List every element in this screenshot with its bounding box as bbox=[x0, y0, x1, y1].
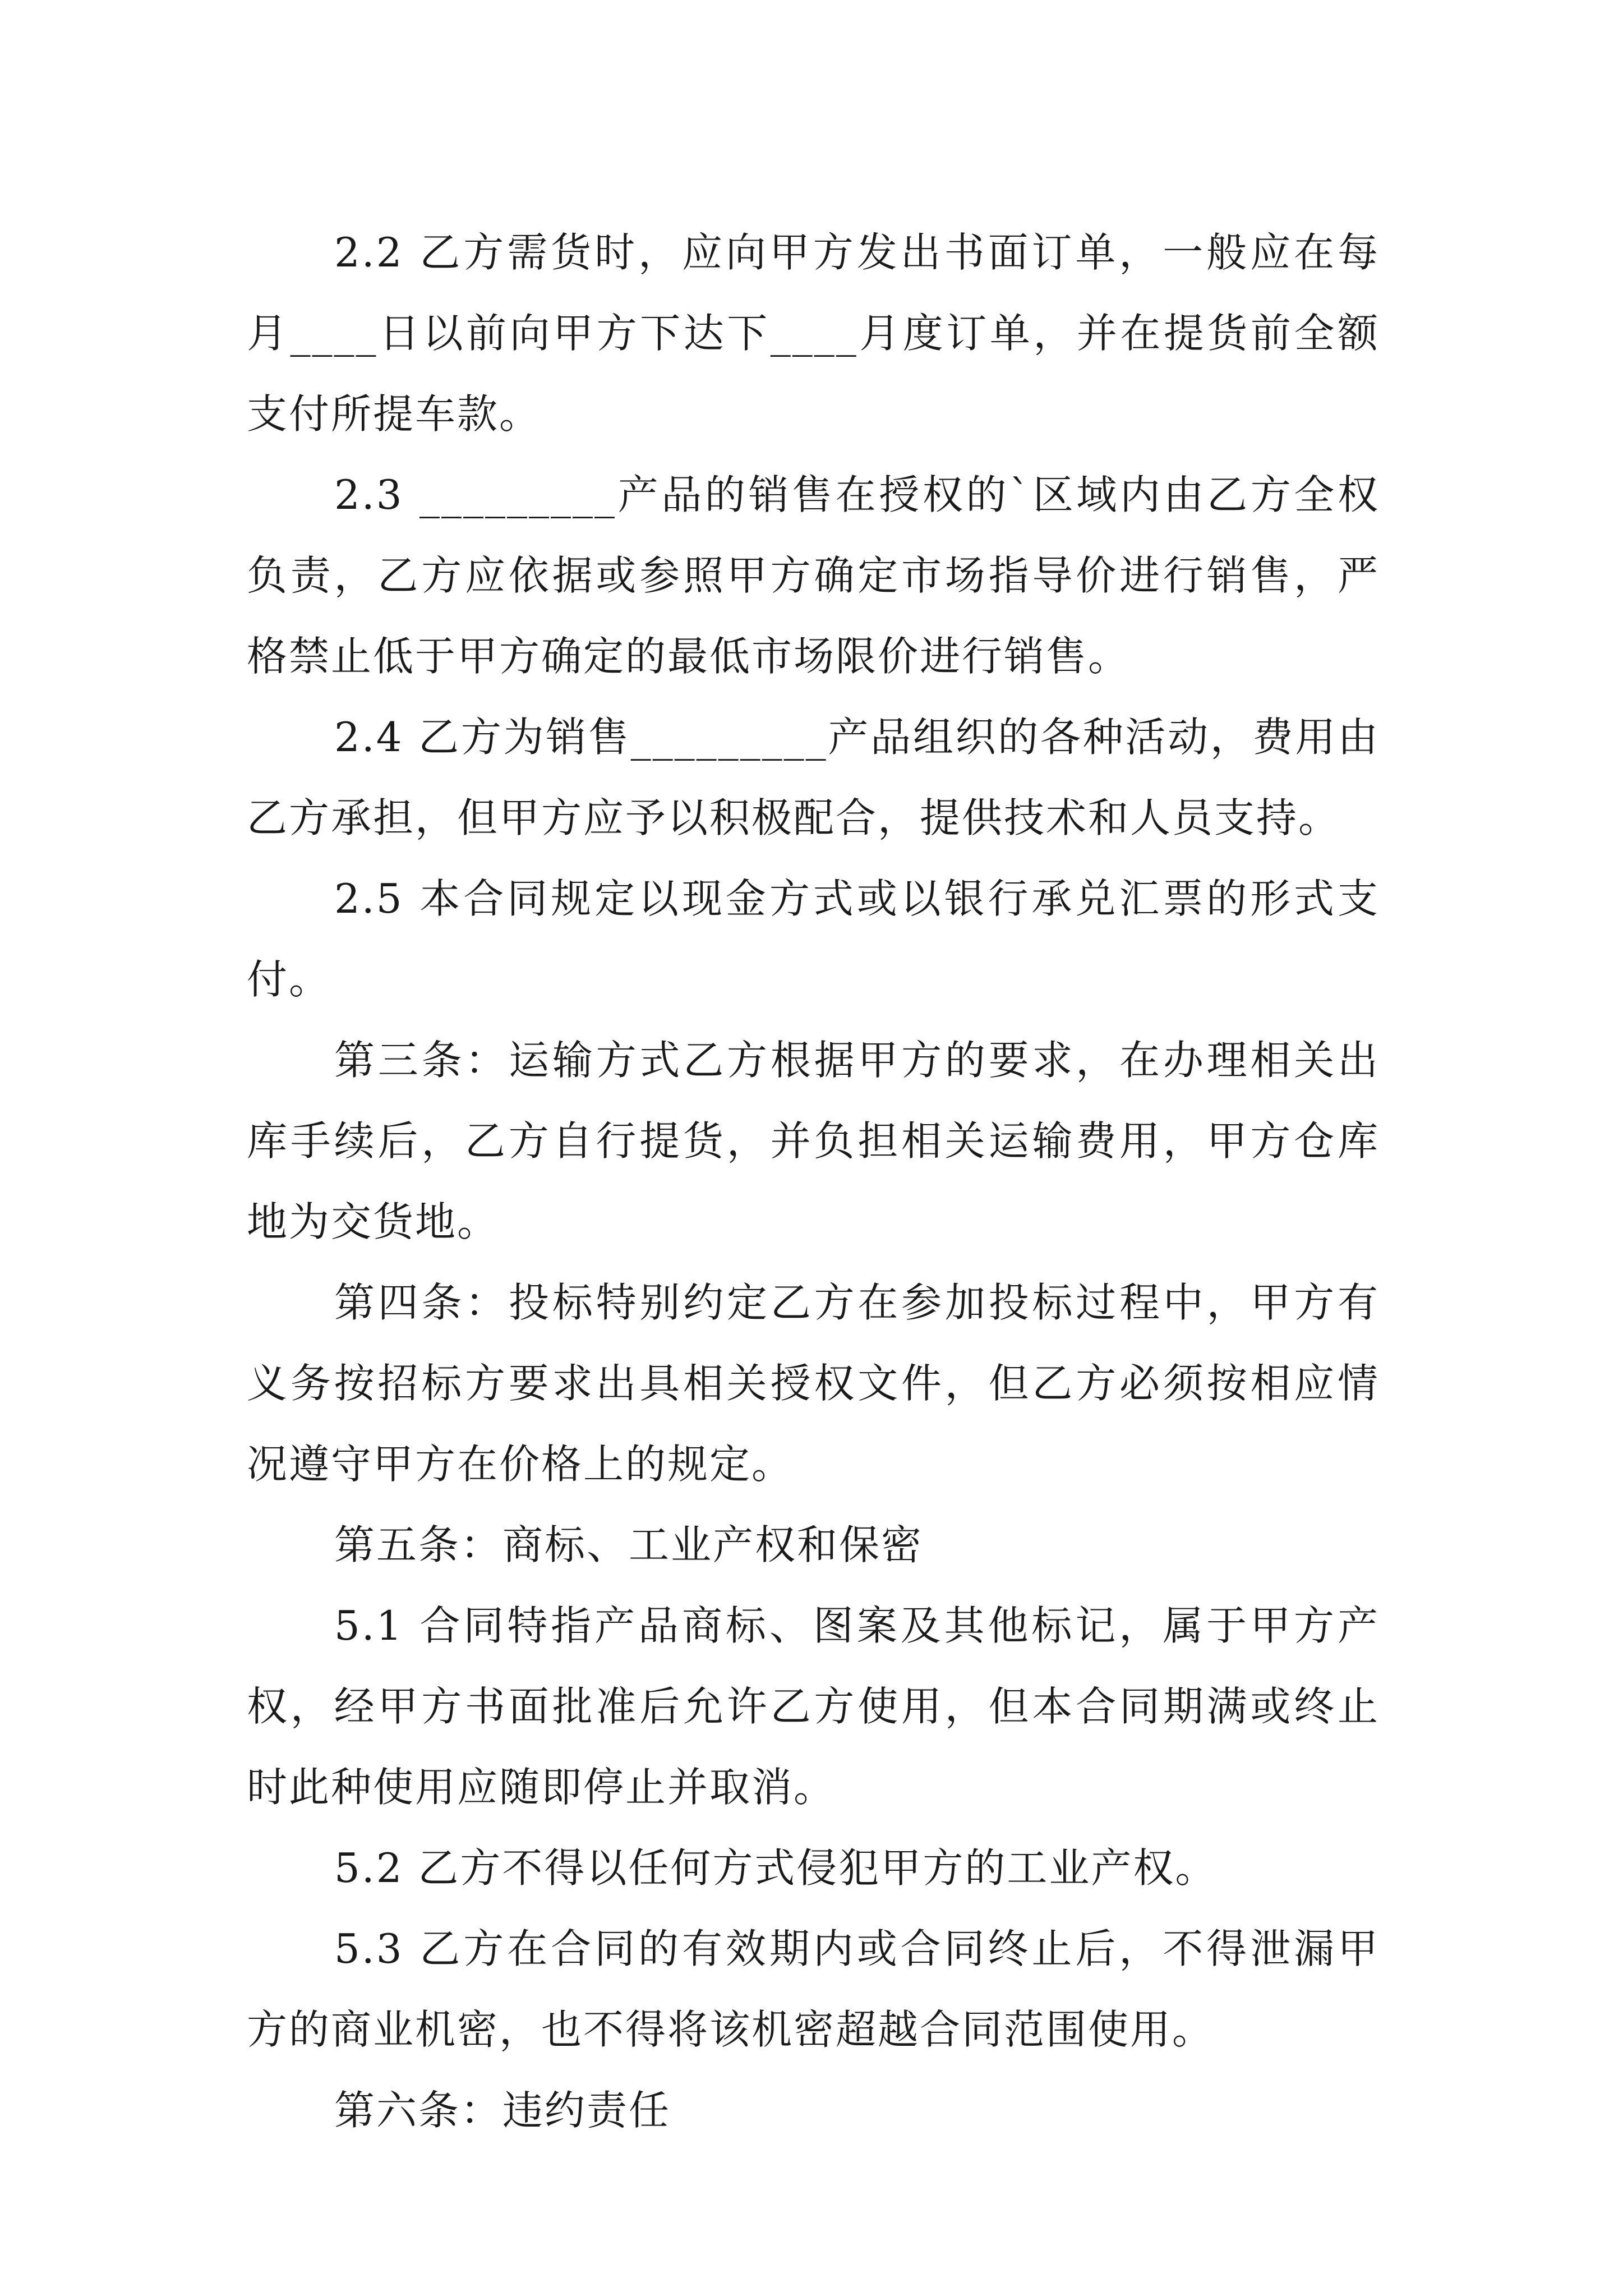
clause-2-5: 2.5 本合同规定以现金方式或以银行承兑汇票的形式支付。 bbox=[247, 875, 1380, 1003]
article-3-transport: 第三条：运输方式乙方根据甲方的要求，在办理相关出库手续后，乙方自行提货，并负担相关运输费用，甲方仓库地为交货地。 bbox=[247, 1037, 1380, 1245]
clause-2-2: 2.2 乙方需货时，应向甲方发出书面订单，一般应在每月____日以前向甲方下达下____月度订单，并在提货前全额支付所提车款。 bbox=[247, 229, 1380, 438]
clause-5-3: 5.3 乙方在合同的有效期内或合同终止后，不得泄漏甲方的商业机密，也不得将该机密超越合同范围使用。 bbox=[247, 1925, 1380, 2053]
clause-2-3: 2.3 _________产品的销售在授权的`区域内由乙方全权负责，乙方应依据或参照甲方确定市场指导价进行销售，严格禁止低于甲方确定的最低市场限价进行销售。 bbox=[247, 471, 1380, 680]
clause-2-4: 2.4 乙方为销售_________产品组织的各种活动，费用由乙方承担，但甲方应予以积极配合，提供技术和人员支持。 bbox=[247, 714, 1380, 841]
clause-5-1: 5.1 合同特指产品商标、图案及其他标记，属于甲方产权，经甲方书面批准后允许乙方使用，但本合同期满或终止时此种使用应随即停止并取消。 bbox=[247, 1602, 1380, 1811]
article-5-heading: 第五条：商标、工业产权和保密 bbox=[334, 1521, 924, 1568]
article-6-heading: 第六条：违约责任 bbox=[334, 2087, 671, 2134]
article-4-bidding: 第四条：投标特别约定乙方在参加投标过程中，甲方有义务按招标方要求出具相关授权文件，但乙方必须按相应情况遵守甲方在价格上的规定。 bbox=[247, 1279, 1380, 1488]
clause-5-2: 5.2 乙方不得以任何方式侵犯甲方的工业产权。 bbox=[334, 1844, 1218, 1892]
document-body bbox=[247, 212, 1380, 2151]
